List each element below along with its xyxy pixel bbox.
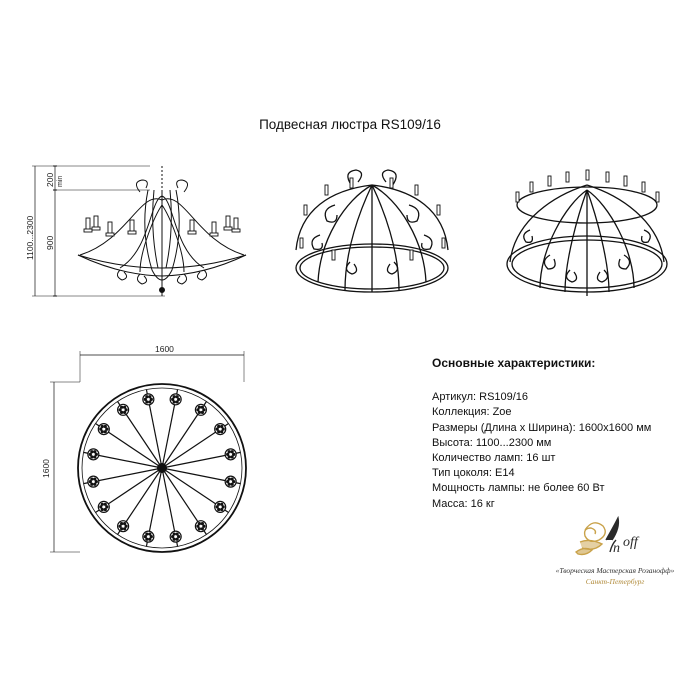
specs-heading: Основные характеристики: [432,356,596,370]
page-title: Подвесная люстра RS109/16 [259,117,441,132]
logo-city: Санкт-Петербург [585,577,645,586]
lamp-rosette-icon [195,404,206,415]
specs-panel [432,356,651,512]
lamp-rosette-icon [215,501,226,512]
perspective-view-1 [296,170,448,292]
lamp-rosette-icon [118,521,129,532]
dim-900-label: 900 [45,235,55,250]
logo-company-name: «Творческая Мастерская Розанофф» [555,566,675,575]
dim-1100-2300-label: 1100...2300 [25,215,35,260]
spec-socket-type: Тип цоколя: E14 [432,467,515,480]
lamp-rosette-icon [88,449,99,460]
lamp-rosette-icon [170,394,181,405]
spec-article: Артикул: RS109/16 [432,391,529,404]
lamp-rosette-icon [88,476,99,487]
lamp-rosette-icon [195,521,206,532]
lamp-rosette-icon [225,449,236,460]
top-view-center-hub [157,463,167,473]
dim-side-height-label: 1600 [41,459,51,478]
lamp-rosette-icon [118,404,129,415]
lamp-rosette-icon [225,476,236,487]
lamp-rosette-icon [170,531,181,542]
brand-logo [540,512,690,607]
lamp-rosette-icon [98,424,109,435]
svg-text:off: off [623,535,638,550]
lamp-rosette-icon [143,531,154,542]
lamp-rosette-icon [98,501,109,512]
spec-lamp-count: Количество ламп: 16 шт [432,452,556,465]
spec-height: Высота: 1100...2300 мм [432,436,552,449]
rose-logo-icon [540,512,690,564]
dim-200-label: 200 [45,172,55,187]
spec-dimensions: Размеры (Длина х Ширина): 1600x1600 мм [432,421,652,434]
dim-min-label: min [57,175,64,187]
lamp-rosette-icon [143,394,154,405]
dim-top-width-label: 1600 [155,344,174,354]
spec-collection: Коллекция: Zoe [432,406,512,419]
svg-text:n: n [613,541,620,556]
perspective-view-2 [507,185,667,296]
spec-lamp-power: Мощность лампы: не более 60 Вт [432,482,605,495]
top-view [50,351,246,552]
spec-weight: Масса: 16 кг [432,497,495,510]
lamp-rosette-icon [215,424,226,435]
